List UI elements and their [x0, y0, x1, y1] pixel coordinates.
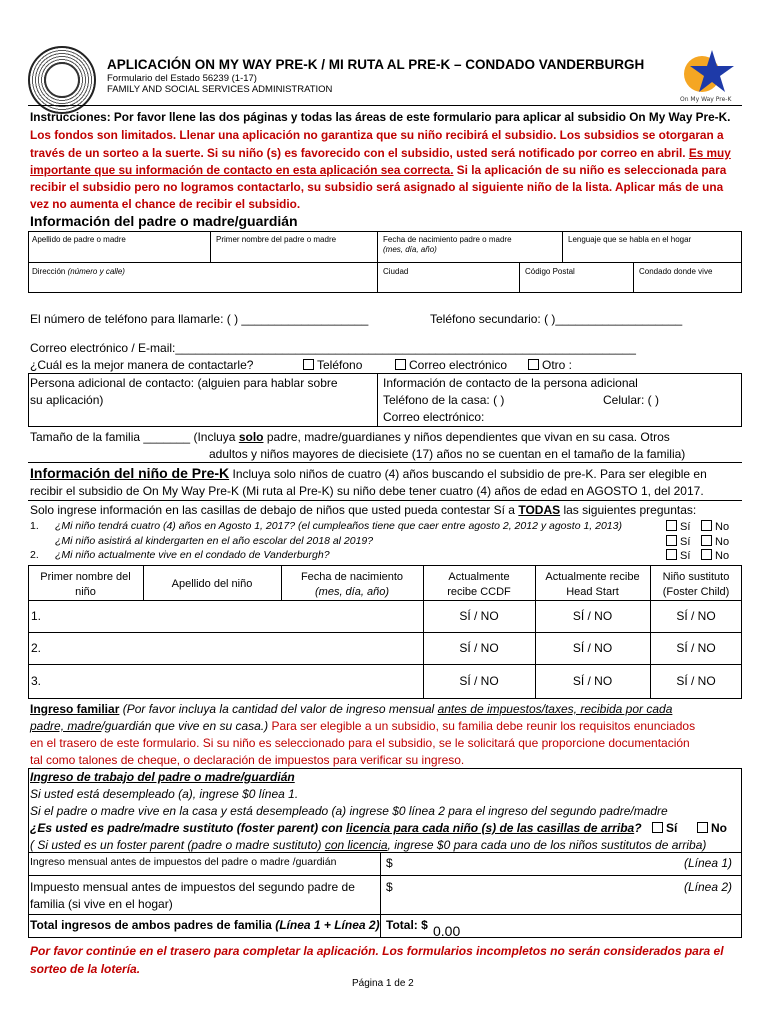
q1-no-checkbox[interactable]: No	[701, 520, 729, 533]
line-2-tag: (Línea 2)	[684, 880, 733, 894]
additional-email-field[interactable]: Correo electrónico:	[383, 410, 485, 424]
instructions-line-5: recibir el subsidio pero no logramos contactarlo, su subsidio será asignado al siguiente niño de la lista. Aplicar más de una	[30, 180, 724, 194]
form-number: Formulario del Estado 56239 (1-17)	[107, 73, 257, 84]
line-1-tag: (Línea 1)	[684, 856, 733, 870]
q2-no-checkbox[interactable]: No	[701, 549, 729, 562]
instructions-line-4: importante que su información de contacto en esta aplicación sea correcta. Si la aplicación de su niño es seleccionada para	[30, 163, 727, 177]
email-checkbox	[395, 359, 406, 370]
county-field[interactable]: Condado donde vive	[639, 267, 713, 276]
other-checkbox	[528, 359, 539, 370]
state-seal	[28, 46, 96, 114]
q1b-no-checkbox[interactable]: No	[701, 535, 729, 548]
total-prefix: Total: $	[386, 918, 428, 932]
instructions-line-3: través de un sorteo a la suerte. Si su niño (s) es favorecido con el subsidio, usted será notificado por correo en abril. Es muy	[30, 146, 731, 160]
footer-note-1: Por favor continúe en el trasero para completar la aplicación. Los formularios incompletos no serán considerados para el	[30, 944, 724, 958]
total-income-label: Total ingresos de ambos padres de familia (Línea 1 + Línea 2)	[30, 918, 380, 932]
address-field[interactable]: Dirección (número y calle)	[32, 267, 125, 276]
question-2-text: ¿Mi niño actualmente vive en el condado de Vanderburgh?	[55, 549, 330, 561]
line-1-label: Ingreso mensual antes de impuestos del padre o madre /guardián	[30, 856, 337, 868]
on-my-way-logo	[672, 46, 742, 104]
income-desc-line-4: tal como talones de cheque, o declaración de impuestos para verificar su ingreso.	[30, 753, 465, 767]
unemployed-note-1: Si usted está desempleado (a), ingrese $0 línea 1.	[30, 787, 299, 801]
contact-method-question: ¿Cuál es la mejor manera de contactarle?	[30, 358, 254, 372]
unemployed-note-2: Si el padre o madre vive en la casa y está desempleado (a) ingrese $0 línea 2 para el ingreso del segundo padre/madre	[30, 804, 668, 818]
col-foster-child: Niño sustituto (Foster Child)	[662, 571, 730, 598]
q2-yes-checkbox[interactable]: Sí	[666, 549, 690, 562]
agency-name: FAMILY AND SOCIAL SERVICES ADMINISTRATION	[107, 84, 333, 95]
line-2-dollar-input[interactable]: $	[386, 880, 393, 894]
footer-note-2: sorteo de la lotería.	[30, 962, 141, 976]
instructions-line-1: Instrucciones: Por favor llene las dos páginas y todas las áreas de este formulario para aplicar al subsidio On My Way Pre-K.	[30, 110, 731, 124]
question-1-number: 1.	[30, 520, 39, 532]
additional-contact-label-2: su aplicación)	[30, 393, 104, 407]
child-row-1-number[interactable]: 1.	[31, 609, 42, 623]
row3-foster-yn[interactable]: SÍ / NO	[676, 674, 716, 688]
family-size-note: adultos y niños mayores de diecisiete (17) años no se cuentan en el tamaño de la familia)	[209, 447, 686, 461]
parent-dob-field[interactable]: Fecha de nacimiento padre o madre (mes, día, año)	[383, 235, 512, 254]
page-number: Página 1 de 2	[352, 978, 414, 989]
contact-other-option[interactable]: Otro :	[528, 358, 572, 372]
additional-contact-info-title: Información de contacto de la persona adicional	[383, 376, 638, 390]
child-row-3-number[interactable]: 3.	[31, 674, 42, 688]
additional-contact-label[interactable]: Persona adicional de contacto: (alguien para hablar sobre	[30, 376, 338, 390]
foster-yes-checkbox[interactable]: Sí	[652, 821, 677, 835]
family-size-field[interactable]: Tamaño de la familia _______ (Incluya solo padre, madre/guardianes y niños dependientes que vivan en su casa. Otros	[30, 430, 670, 444]
child-section-heading: Información del niño de Pre-K Incluya solo niños de cuatro (4) años buscando el subsidio de pre-K. Para ser elegible en	[30, 465, 707, 481]
instructions-line-6: vez no aumenta el chance de recibir el subsidio.	[30, 197, 301, 211]
form-title: APLICACIÓN ON MY WAY PRE-K / MI RUTA AL PRE-K – CONDADO VANDERBURGH	[107, 57, 645, 72]
question-1-text: ¿Mi niño tendrá cuatro (4) años en Agosto 1, 2017? (el cumpleaños tiene que caer entre agosto 2, 2012 y agosto 1, 2013)	[55, 520, 622, 532]
income-heading: Ingreso familiar (Por favor incluya la cantidad del valor de ingreso mensual antes de impuestos/taxes, recibida por cada	[30, 702, 673, 716]
income-desc-line-3: en el trasero de este formulario. Si su niño es seleccionado para el subsidio, se le solicitará que proporcione documentación	[30, 736, 690, 750]
parent-section-heading: Información del padre o madre/guardián	[30, 213, 298, 229]
row2-ccdf-yn[interactable]: SÍ / NO	[459, 641, 499, 655]
instructions-line-2: Los fondos son limitados. Llenar una aplicación no garantiza que su niño recibirá el subsidio. Los subsidios se otorgaran a	[30, 128, 724, 142]
contact-email-option[interactable]: Correo electrónico	[395, 358, 507, 372]
question-2-number: 2.	[30, 549, 39, 561]
line-2-label: Impuesto mensual antes de impuestos del segundo padre de	[30, 880, 355, 894]
row1-ccdf-yn[interactable]: SÍ / NO	[459, 609, 499, 623]
additional-home-phone-field[interactable]: Teléfono de la casa: ( )	[383, 393, 505, 407]
parent-first-name-field[interactable]: Primer nombre del padre o madre	[216, 235, 337, 244]
additional-cell-field[interactable]: Celular: ( )	[603, 393, 660, 407]
line-1-dollar-input[interactable]: $	[386, 856, 393, 870]
phone-field[interactable]: El número de teléfono para llamarle: ( ) ___________________	[30, 312, 369, 326]
col-child-dob: Fecha de nacimiento (mes, día, año)	[300, 571, 404, 598]
question-1b-text: ¿Mi niño asistirá al kindergarten en el año escolar del 2018 al 2019?	[55, 535, 374, 547]
parent-last-name-field[interactable]: Apellido de padre o madre	[32, 235, 126, 244]
row1-foster-yn[interactable]: SÍ / NO	[676, 609, 716, 623]
home-language-field[interactable]: Lenguaje que se habla en el hogar	[568, 235, 692, 244]
child-eligibility-note: recibir el subsidio de On My Way Pre-K (Mi ruta al Pre-K) su niño debe tener cuatro (4) años de edad en AGOSTO 1, del 2017.	[30, 484, 704, 498]
row3-hs-yn[interactable]: SÍ / NO	[572, 674, 613, 688]
total-income-value[interactable]: 0.00	[433, 923, 461, 939]
foster-no-checkbox[interactable]: No	[697, 821, 727, 835]
zip-field[interactable]: Código Postal	[525, 267, 575, 276]
work-income-heading: Ingreso de trabajo del padre o madre/guardián	[30, 770, 295, 784]
q1-yes-checkbox[interactable]: Sí	[666, 520, 690, 533]
row2-hs-yn[interactable]: SÍ / NO	[572, 641, 613, 655]
child-row-2-number[interactable]: 2.	[31, 641, 42, 655]
row1-hs-yn[interactable]: SÍ / NO	[572, 609, 613, 623]
secondary-phone-field[interactable]: Teléfono secundario: ( )___________________	[430, 312, 683, 326]
foster-parent-question: ¿Es usted es padre/madre sustituto (foster parent) con licencia para cada niño (s) de las casillas de arriba?	[30, 821, 642, 835]
col-head-start: Actualmente recibe Head Start	[545, 571, 640, 598]
phone-checkbox	[303, 359, 314, 370]
city-field[interactable]: Ciudad	[383, 267, 409, 276]
col-child-last-name: Apellido del niño	[171, 578, 253, 590]
q1b-yes-checkbox[interactable]: Sí	[666, 535, 690, 548]
col-child-first-name: Primer nombre del niño	[40, 571, 131, 598]
income-desc-line-2: padre, madre/guardián que vive en su casa.) Para ser elegible a un subsidio, su familia debe reunir los requisitos enunciados	[30, 719, 696, 733]
line-2-label-2: familia (si vive en el hogar)	[30, 897, 173, 911]
contact-phone-option[interactable]: Teléfono	[303, 358, 362, 372]
row2-foster-yn[interactable]: SÍ / NO	[676, 641, 716, 655]
email-field[interactable]: Correo electrónico / E-mail:_____________________________________________________________________	[30, 341, 636, 355]
child-questions-intro: Solo ingrese información en las casillas de debajo de niños que usted pueda contestar Sí a TODAS las siguientes preguntas:	[30, 503, 697, 517]
col-ccdf: Actualmente recibe CCDF	[447, 571, 511, 598]
logo-text: On My Way Pre-K	[680, 96, 732, 103]
row3-ccdf-yn[interactable]: SÍ / NO	[459, 674, 499, 688]
foster-note: ( Si usted es un foster parent (padre o madre sustituto) con licencia, ingrese $0 para cada uno de los niños sustitutos de arriba)	[30, 838, 707, 852]
